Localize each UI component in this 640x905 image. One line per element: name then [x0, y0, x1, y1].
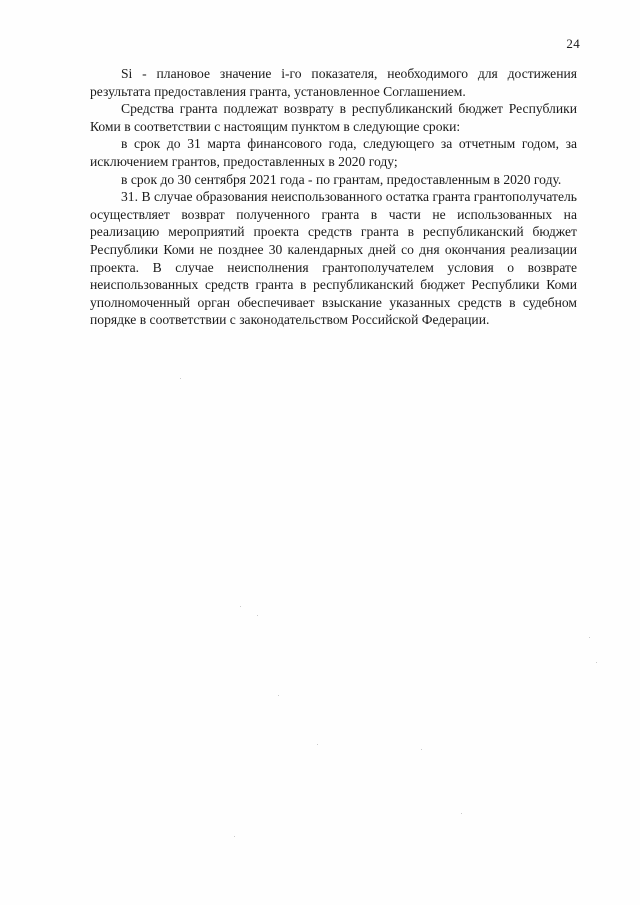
paragraph-deadline-march: в срок до 31 марта финансового года, следующего за отчетным годом, за исключением грантов, предоставленных в 2020 году;	[90, 136, 577, 169]
scan-speck	[461, 813, 462, 814]
paragraph-deadline-september: в срок до 30 сентября 2021 года - по грантам, предоставленным в 2020 году.	[121, 171, 562, 187]
scan-speck	[240, 606, 241, 607]
paragraph-refund-terms: Средства гранта подлежат возврату в республиканский бюджет Республики Коми в соответствии с настоящим пунктом в следующие сроки:	[90, 101, 577, 134]
paragraph-clause-31: 31. В случае образования неиспользованного остатка гранта грантополучатель осуществляет возврат полученного гранта в части не использованных на реализацию мероприятий проекта средств гранта в республиканский бюджет Республики Коми не позднее 30 календарных дней со дня окончания реализации проекта. В случае неисполнения грантополучателем условия о возврате неиспользованных средств гранта в республиканский бюджет Республики Коми уполномоченный орган обеспечивает взыскание указанных средств в судебном порядке в соответствии с законодательством Российской Федерации.	[90, 189, 577, 328]
scan-speck	[317, 744, 318, 745]
scan-speck	[421, 749, 422, 750]
document-body	[90, 65, 577, 329]
scan-speck	[234, 836, 235, 837]
scan-speck	[589, 637, 590, 638]
page-number: 24	[566, 36, 580, 51]
scan-speck	[257, 615, 258, 616]
scan-speck	[180, 378, 181, 379]
scan-speck	[278, 695, 279, 696]
paragraph-indicator-definition: Si - плановое значение i-го показателя, необходимого для достижения результата предоставления гранта, установленное Соглашением.	[90, 66, 577, 99]
scan-speck	[596, 662, 597, 663]
